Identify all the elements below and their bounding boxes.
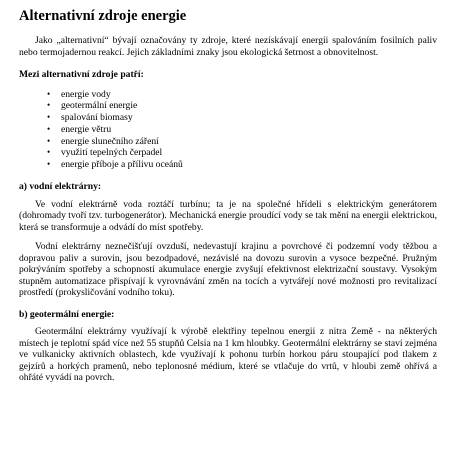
section-heading-hydro: a) vodní elektrárny:	[19, 181, 102, 193]
list-item: • energie příboje a přílivu oceánů	[47, 159, 437, 171]
list-item: • energie vody	[47, 89, 437, 101]
list-item: • energie slunečního záření	[47, 136, 437, 148]
list-item: • spalování biomasy	[47, 112, 437, 124]
hydro-paragraph-2: Vodní elektrárny neznečišťují ovzduší, nedevastují krajinu a povrchové či podzemní vody těžbou a dopravou paliv a surovin, jsou bezodpadové, nezávislé na dovozu surovin a vysoce bezpečné. Pružným pokrýváním spotřeby a schopností akumulace energie zvyšují efektivnost elektrizační soustavy. Vysokým stupněm automatizace přispívají k vyrovnávání změn na tocích a vytvářejí nové možnosti pro revitalizací prostředí (prokysličování vodního toku).	[19, 241, 437, 299]
list-item: • využití tepelných čerpadel	[47, 147, 437, 159]
alternative-sources-list	[19, 89, 437, 172]
section-heading-geothermal: b) geotermální energie:	[19, 308, 115, 320]
geothermal-paragraph-1: Geotermální elektrárny využívají k výrobě elektřiny tepelnou energii z nitra Země - na některých místech je teplotní spád více než 55 stupňů Celsia na 1 km hloubky. Geotermální elektrárny se staví zejména ve vulkanicky aktivních oblastech, kde využívají k pohonu turbín horkou páru stoupající pod tlakem z gejzírů a horkých pramenů, nebo teplonosné médium, které se vtlačuje do vrtů, v hloubi země ohřívá a ohřáté vyvádí na povrch.	[19, 326, 437, 384]
document-title: Alternativní zdroje energie	[19, 8, 187, 24]
list-item: • energie větru	[47, 124, 437, 136]
list-heading: Mezi alternativní zdroje patří:	[19, 69, 144, 80]
intro-paragraph: Jako „alternativní“ bývají označovány ty zdroje, které nezískávají energii spalováním fosilních paliv nebo termojadernou reakcí. Jejich základními znaky jsou ekologická šetrnost a obnovitelnost.	[19, 35, 437, 58]
hydro-paragraph-1: Ve vodní elektrárně voda roztáčí turbínu; ta je na společné hřídeli s elektrickým generátorem (dohromady tvoří tzv. turbogenerátor). Mechanická energie proudící vody se tak mění na energii elektrickou, která se transformuje a odvádí do míst spotřeby.	[19, 198, 437, 233]
list-item: • geotermální energie	[47, 100, 437, 112]
